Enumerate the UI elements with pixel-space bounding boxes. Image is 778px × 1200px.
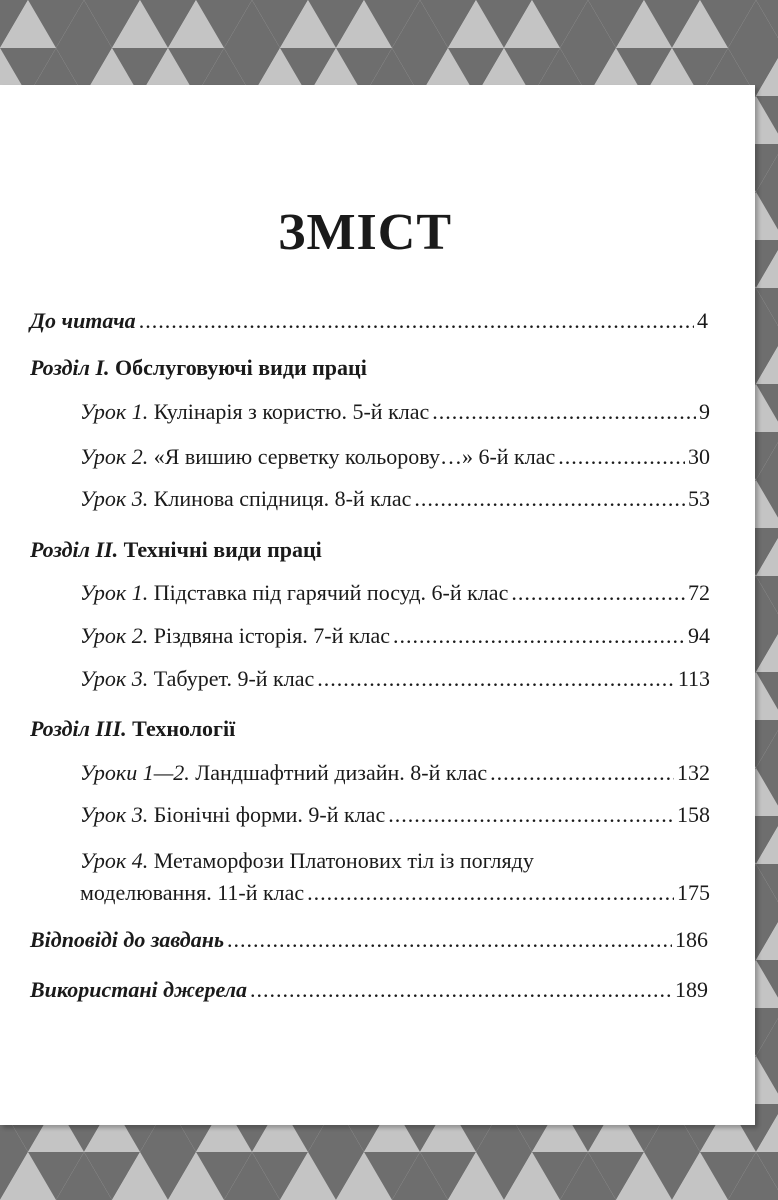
lesson-prefix: Уроки 1—2. xyxy=(80,760,190,785)
page-number: 94 xyxy=(688,623,710,648)
section-title: Технології xyxy=(132,716,236,741)
section-prefix: Розділ III. xyxy=(30,716,127,741)
page-number: 9 xyxy=(699,399,710,424)
toc-entry-lesson[interactable] xyxy=(80,578,710,608)
toc-entry-lesson[interactable] xyxy=(80,442,710,472)
dot-leader xyxy=(317,664,675,694)
toc-entry-intro[interactable] xyxy=(30,306,708,336)
dot-leader xyxy=(250,975,672,1005)
lesson-prefix: Урок 4. xyxy=(80,848,149,873)
toc-entry-lesson-line2[interactable] xyxy=(80,878,710,908)
toc-entry-lesson[interactable] xyxy=(80,484,710,514)
dot-leader xyxy=(414,484,685,514)
page-number: 53 xyxy=(688,486,710,511)
dot-leader xyxy=(393,621,685,651)
lesson-title: Метаморфози Платонових тіл із погляду xyxy=(153,848,534,873)
dot-leader xyxy=(490,758,674,788)
section-title: Обслуговуючі види праці xyxy=(115,355,367,380)
page-number: 72 xyxy=(688,580,710,605)
dot-leader xyxy=(558,442,685,472)
toc-entry-answers[interactable] xyxy=(30,925,708,955)
lesson-title: Біонічні форми. 9-й клас xyxy=(153,802,386,827)
lesson-title: Підставка під гарячий посуд. 6-й клас xyxy=(153,580,509,605)
lesson-title: Табурет. 9-й клас xyxy=(153,666,315,691)
lesson-prefix: Урок 3. xyxy=(80,666,149,691)
toc-entry-lesson[interactable] xyxy=(80,621,710,651)
section-title: Технічні види праці xyxy=(123,537,322,562)
page-number: 175 xyxy=(677,880,710,905)
toc-entry-label: Використані джерела xyxy=(30,977,248,1002)
section-heading-2 xyxy=(30,535,322,565)
lesson-prefix: Урок 3. xyxy=(80,802,149,827)
page-number: 158 xyxy=(677,802,710,827)
section-heading-3 xyxy=(30,714,235,744)
section-prefix: Розділ I. xyxy=(30,355,110,380)
lesson-prefix: Урок 2. xyxy=(80,623,149,648)
toc-entry-lesson[interactable] xyxy=(80,758,710,788)
page-number: 186 xyxy=(675,927,708,952)
dot-leader xyxy=(511,578,685,608)
lesson-title: «Я вишию серветку кольорову…» 6-й клас xyxy=(153,444,556,469)
dot-leader xyxy=(139,306,694,336)
lesson-prefix: Урок 1. xyxy=(80,580,149,605)
page-number: 30 xyxy=(688,444,710,469)
page-title: ЗМІСТ xyxy=(278,204,452,261)
toc-entry-sources[interactable] xyxy=(30,975,708,1005)
toc-entry-lesson[interactable] xyxy=(80,800,710,830)
lesson-title: Кулінарія з користю. 5-й клас xyxy=(153,399,430,424)
lesson-title: Різдвяна історія. 7-й клас xyxy=(153,623,391,648)
dot-leader xyxy=(227,925,672,955)
page-number: 4 xyxy=(697,308,708,333)
section-heading-1 xyxy=(30,353,367,383)
page-number: 132 xyxy=(677,760,710,785)
lesson-title: Клинова спідниця. 8-й клас xyxy=(153,486,412,511)
page-number: 113 xyxy=(677,666,710,691)
dot-leader xyxy=(388,800,674,830)
lesson-prefix: Урок 1. xyxy=(80,399,149,424)
lesson-title: Ландшафтний дизайн. 8-й клас xyxy=(195,760,488,785)
toc-entry-lesson[interactable] xyxy=(80,397,710,427)
lesson-prefix: Урок 3. xyxy=(80,486,149,511)
lesson-title-continued: моделювання. 11-й клас xyxy=(80,880,305,905)
toc-entry-label: До читача xyxy=(30,308,136,333)
toc-entry-lesson[interactable] xyxy=(80,664,710,694)
section-prefix: Розділ II. xyxy=(30,537,119,562)
toc-entry-label: Відповіді до завдань xyxy=(30,927,224,952)
lesson-prefix: Урок 2. xyxy=(80,444,149,469)
dot-leader xyxy=(307,878,674,908)
toc-entry-lesson-line1[interactable] xyxy=(80,846,534,876)
page-number: 189 xyxy=(675,977,708,1002)
dot-leader xyxy=(432,397,696,427)
